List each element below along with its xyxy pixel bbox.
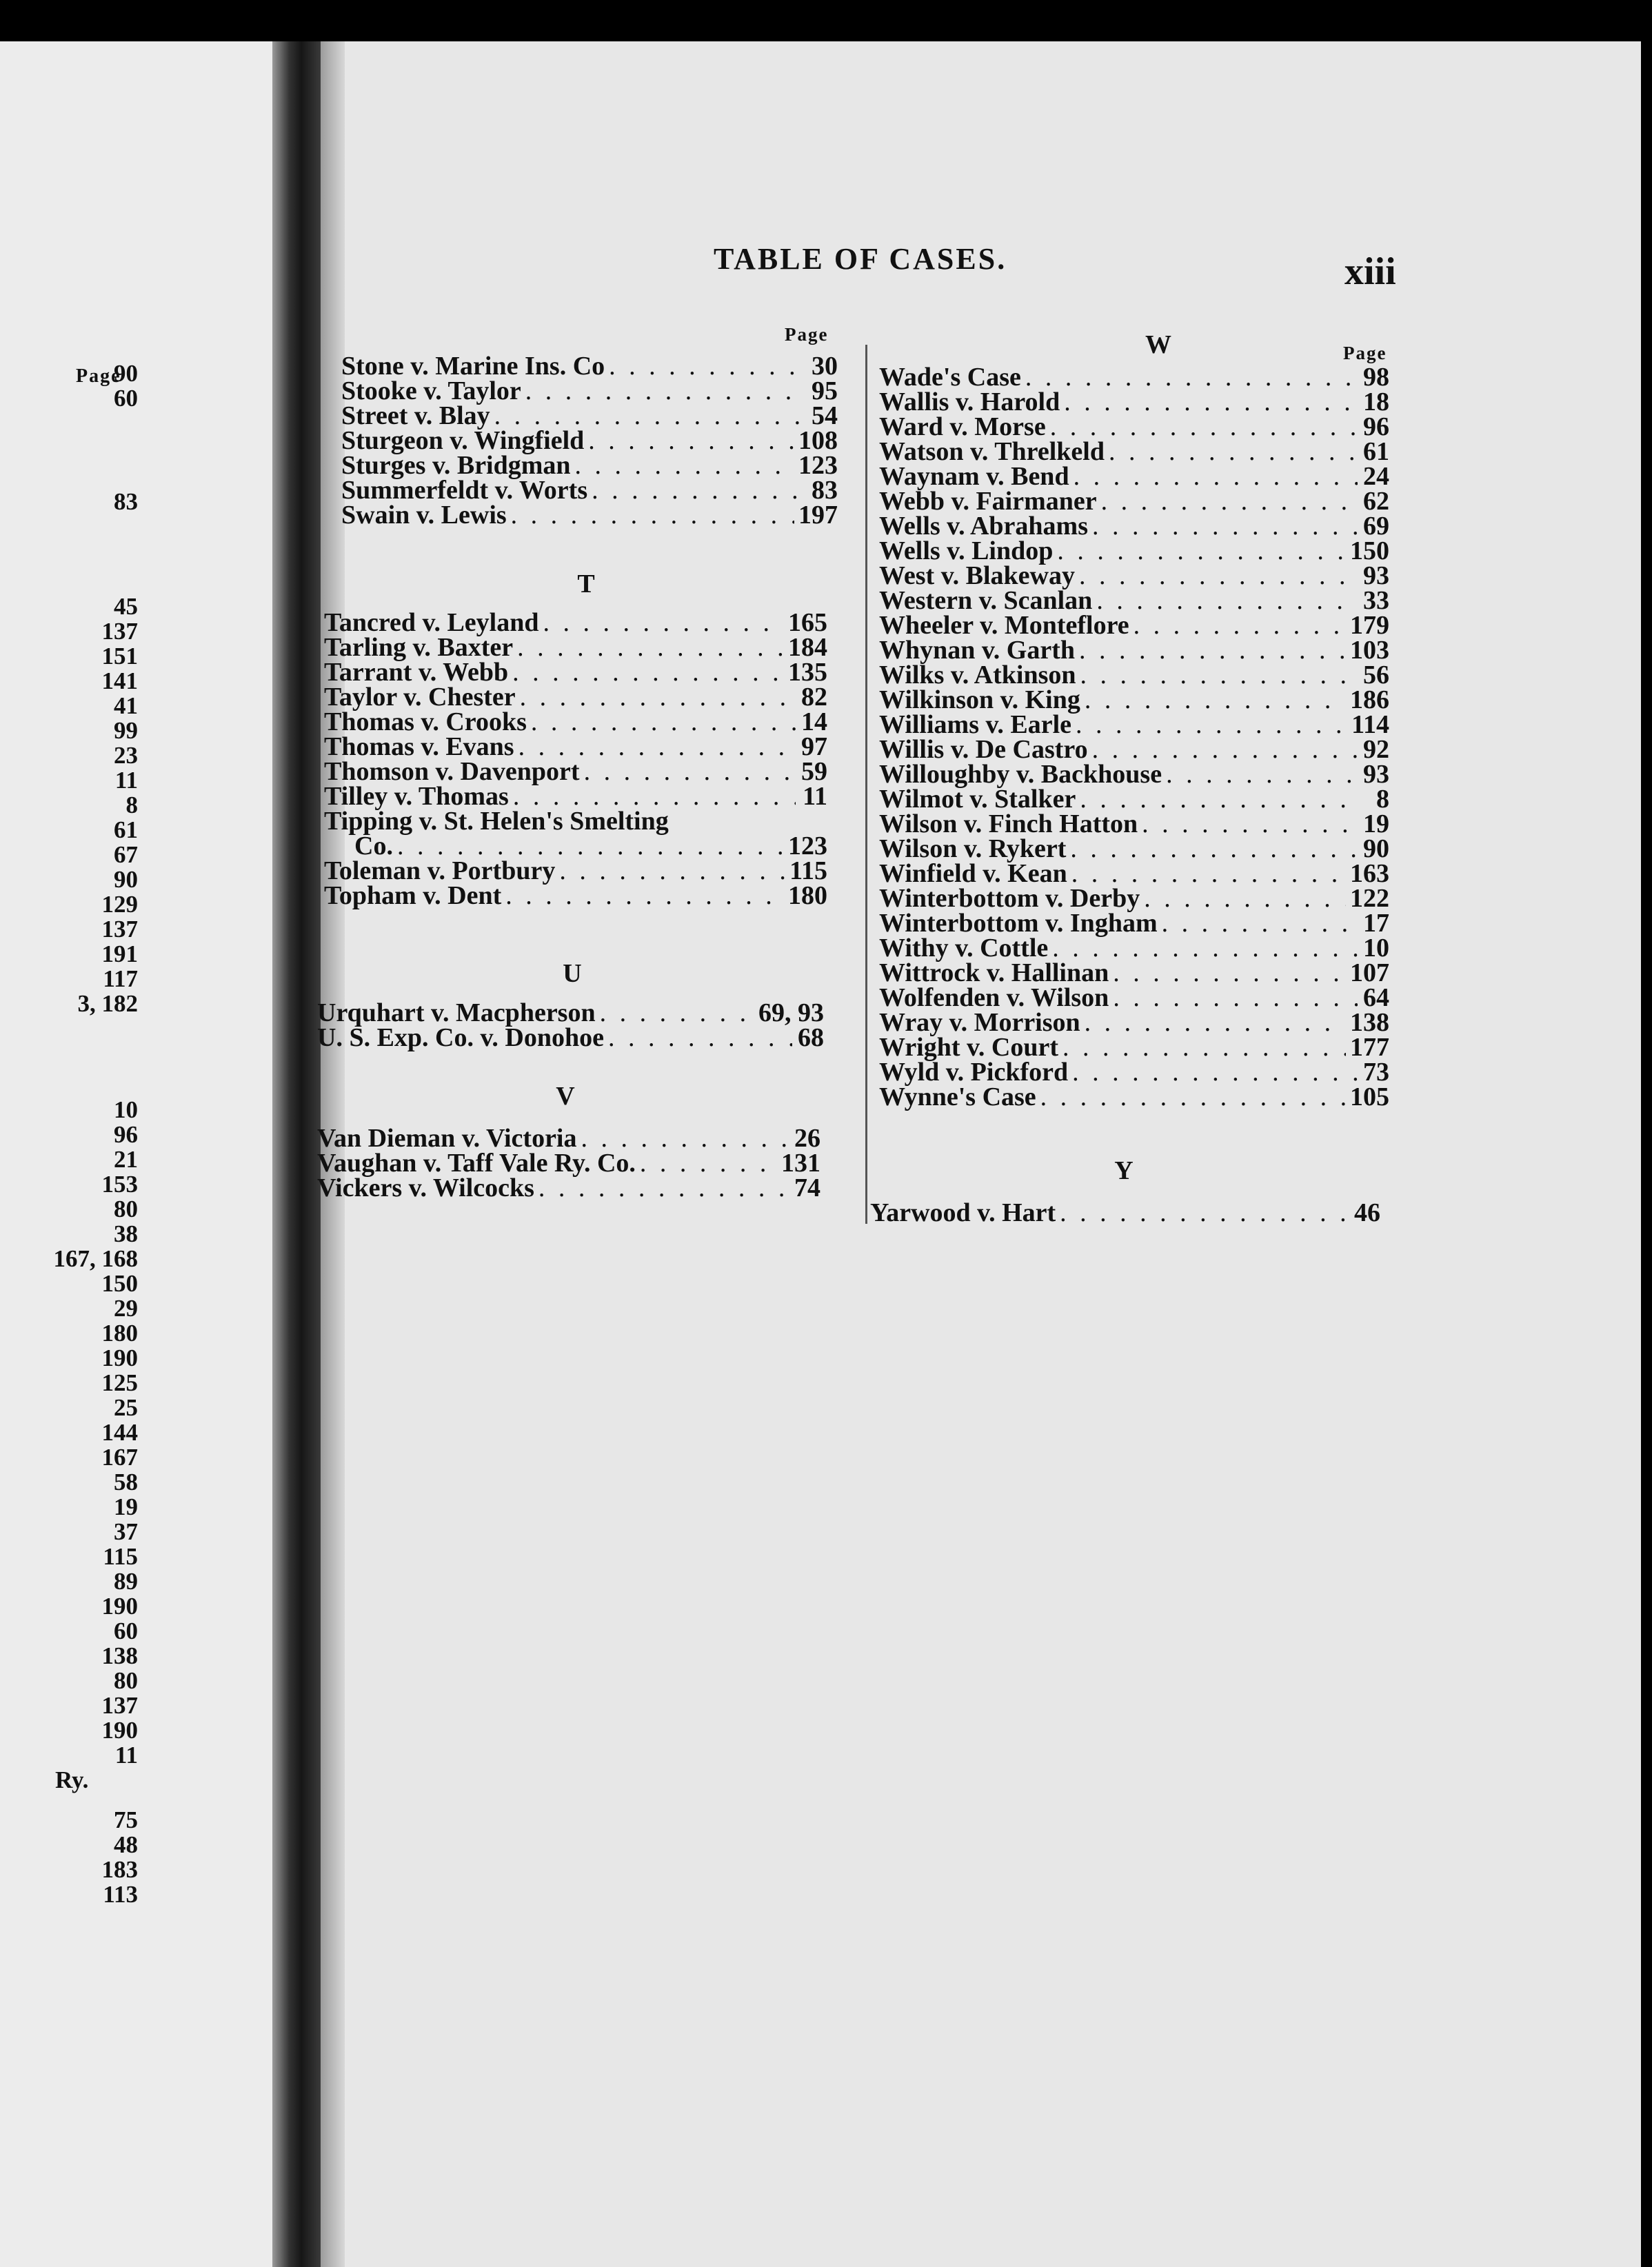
case-entry <box>879 1034 1389 1060</box>
case-name: Wittrock v. Hallinan <box>879 958 1109 987</box>
case-page: 138 <box>1350 1008 1389 1037</box>
left-fragment: 180 <box>101 1320 138 1347</box>
case-name: Wade's Case <box>879 363 1021 392</box>
page-column-header: Page <box>1343 343 1387 363</box>
dot-leader <box>1096 587 1358 614</box>
case-entry <box>317 1175 820 1201</box>
case-entry <box>879 836 1389 862</box>
dot-leader <box>1025 364 1358 390</box>
case-page: 8 <box>1376 785 1389 814</box>
left-fragment: 137 <box>101 916 138 943</box>
page-number: xiii <box>1344 250 1396 293</box>
case-entry <box>341 378 838 404</box>
case-entry <box>341 403 838 429</box>
case-page: 83 <box>812 476 838 505</box>
dot-leader <box>511 502 794 528</box>
case-name: Sturges v. Bridgman <box>341 451 571 480</box>
case-name: West v. Blakeway <box>879 561 1075 590</box>
case-page: 82 <box>801 683 827 712</box>
case-name: Wheeler v. Monteflore <box>879 611 1129 640</box>
case-name: Winfield v. Kean <box>879 859 1067 888</box>
case-entry <box>879 910 1389 936</box>
left-fragment: 45 <box>114 593 138 620</box>
case-entry <box>324 758 827 785</box>
dot-leader <box>1050 414 1358 440</box>
dot-leader <box>1062 1034 1346 1060</box>
case-page: 197 <box>798 501 838 530</box>
dot-leader <box>640 1150 777 1176</box>
case-name: Willis v. De Castro <box>879 735 1088 764</box>
case-entry <box>879 488 1389 514</box>
dot-leader <box>538 1175 789 1201</box>
case-page: 103 <box>1350 636 1389 665</box>
case-page: 115 <box>789 856 827 885</box>
case-entry <box>879 960 1389 986</box>
case-name: Wray v. Morrison <box>879 1008 1080 1037</box>
dot-leader <box>1092 736 1358 763</box>
dot-leader <box>559 858 785 884</box>
page-column-header: Page <box>785 324 829 345</box>
case-page: 135 <box>788 658 827 687</box>
case-page: 11 <box>803 782 827 811</box>
case-name: Wyld v. Pickford <box>879 1058 1069 1087</box>
case-entry <box>317 1000 824 1026</box>
case-entry <box>341 477 838 503</box>
dot-leader <box>397 833 784 859</box>
dot-leader <box>592 477 806 503</box>
dot-leader <box>581 1125 789 1151</box>
left-fragment: 190 <box>101 1344 138 1371</box>
case-entry <box>879 364 1389 390</box>
case-name: Wynne's Case <box>879 1082 1036 1111</box>
case-page: 98 <box>1363 363 1389 392</box>
case-entry <box>879 1009 1389 1036</box>
dot-leader <box>600 1000 754 1026</box>
left-fragment: 150 <box>101 1270 138 1297</box>
case-entry <box>879 860 1389 887</box>
dot-leader <box>1080 786 1358 812</box>
case-entry <box>879 1084 1389 1110</box>
dot-leader <box>543 609 784 636</box>
case-page: 56 <box>1363 661 1389 689</box>
case-page: 184 <box>788 633 827 662</box>
case-name: Tarling v. Baxter <box>324 633 514 662</box>
dot-leader <box>1113 985 1358 1011</box>
case-entry <box>879 414 1389 440</box>
case-page: 64 <box>1363 983 1389 1012</box>
case-name: Willoughby v. Backhouse <box>879 760 1162 789</box>
case-entry <box>879 563 1389 589</box>
left-fragment: 90 <box>114 866 138 893</box>
section-letter: V <box>556 1082 575 1111</box>
case-entry <box>324 634 827 661</box>
case-entry <box>879 538 1389 564</box>
case-page: 73 <box>1363 1058 1389 1087</box>
case-entry <box>324 709 827 735</box>
left-fragment: 117 <box>103 965 138 992</box>
book-gutter <box>272 41 321 2267</box>
case-entry <box>317 1025 824 1051</box>
left-fragment: 115 <box>103 1543 138 1570</box>
case-page: 24 <box>1363 462 1389 491</box>
case-name: Stone v. Marine Ins. Co <box>341 352 605 381</box>
case-name: Williams v. Earle <box>879 710 1072 739</box>
case-page: 97 <box>801 732 827 761</box>
case-page: 123 <box>798 451 838 480</box>
dot-leader <box>1072 1059 1358 1085</box>
dot-leader <box>1134 612 1346 638</box>
case-name: Wolfenden v. Wilson <box>879 983 1109 1012</box>
case-page: 108 <box>798 426 838 455</box>
case-page: 150 <box>1350 536 1389 565</box>
dot-leader <box>588 427 794 454</box>
case-name: Thomas v. Crooks <box>324 707 527 736</box>
case-page: 93 <box>1363 760 1389 789</box>
case-page: 180 <box>788 881 827 910</box>
left-fragment: 89 <box>114 1568 138 1595</box>
case-name: Wilmot v. Stalker <box>879 785 1076 814</box>
case-page: 18 <box>1363 387 1389 416</box>
case-page: 54 <box>812 401 838 430</box>
case-page: 26 <box>794 1124 820 1153</box>
case-entry <box>879 985 1389 1011</box>
left-fragment: 38 <box>114 1220 138 1247</box>
left-fragment: 37 <box>114 1518 138 1545</box>
case-name: Wilson v. Finch Hatton <box>879 809 1138 838</box>
case-entry <box>879 761 1389 787</box>
left-fragment: 83 <box>114 488 138 515</box>
case-name: Wilks v. Atkinson <box>879 661 1076 689</box>
dot-leader <box>1040 1084 1346 1110</box>
left-fragment: 113 <box>103 1881 138 1908</box>
case-entry <box>317 1125 820 1151</box>
left-fragment: 167 <box>101 1444 138 1471</box>
left-fragment: 61 <box>114 816 138 843</box>
dot-leader <box>1142 811 1358 837</box>
case-name: Tarrant v. Webb <box>324 658 509 687</box>
case-name: Summerfeldt v. Worts <box>341 476 588 505</box>
dot-leader <box>1166 761 1358 787</box>
case-name: Wells v. Lindop <box>879 536 1054 565</box>
case-name: Winterbottom v. Ingham <box>879 909 1158 938</box>
case-entry <box>879 712 1389 738</box>
case-name: Vickers v. Wilcocks <box>317 1173 534 1202</box>
dot-leader <box>1085 1009 1346 1036</box>
left-fragment: 67 <box>114 841 138 868</box>
case-entry <box>879 439 1389 465</box>
case-entry <box>324 659 827 685</box>
left-facing-page <box>0 41 272 2267</box>
left-fragment: 137 <box>101 1692 138 1719</box>
case-page: 62 <box>1363 487 1389 516</box>
dot-leader <box>505 883 784 909</box>
case-page: 93 <box>1363 561 1389 590</box>
case-name: Yarwood v. Hart <box>870 1198 1056 1227</box>
dot-leader <box>525 378 806 404</box>
case-entry <box>879 612 1389 638</box>
left-fragment: 138 <box>101 1642 138 1669</box>
left-fragment: 99 <box>114 717 138 744</box>
left-fragment: 60 <box>114 1618 138 1644</box>
case-name: Sturgeon v. Wingfield <box>341 426 585 455</box>
dot-leader <box>1070 836 1358 862</box>
dot-leader <box>1144 885 1346 911</box>
case-page: 30 <box>812 352 838 381</box>
case-page: 10 <box>1363 934 1389 963</box>
dot-leader <box>1064 389 1358 415</box>
section-letter: T <box>577 570 595 598</box>
case-page: 69 <box>1363 512 1389 541</box>
case-name: Wilson v. Rykert <box>879 834 1067 863</box>
case-entry <box>879 687 1389 713</box>
case-name: Taylor v. Chester <box>324 683 516 712</box>
case-name: Urquhart v. Macpherson <box>317 998 596 1027</box>
case-name: Wells v. Abrahams <box>879 512 1088 541</box>
left-fragment: 48 <box>114 1831 138 1858</box>
dot-leader <box>517 634 784 661</box>
case-name: Topham v. Dent <box>324 881 502 910</box>
left-fragment: 11 <box>114 767 138 794</box>
case-entry <box>324 684 827 710</box>
case-page: 46 <box>1354 1198 1380 1227</box>
left-fragment: 58 <box>114 1469 138 1495</box>
dot-leader <box>1052 935 1358 961</box>
case-entry <box>879 885 1389 911</box>
case-entry <box>879 662 1389 688</box>
case-entry <box>879 935 1389 961</box>
case-name: Withy v. Cottle <box>879 934 1049 963</box>
section-letter: Y <box>1114 1156 1134 1185</box>
case-name: Co. <box>354 832 393 860</box>
dot-leader <box>1076 712 1347 738</box>
case-name: Van Dieman v. Victoria <box>317 1124 577 1153</box>
case-name: Stooke v. Taylor <box>341 376 521 405</box>
left-fragment: 144 <box>101 1419 138 1446</box>
case-page: 123 <box>788 832 827 860</box>
dot-leader <box>1092 513 1358 539</box>
dot-leader <box>1079 637 1346 663</box>
case-entry <box>879 786 1389 812</box>
left-fragment: 80 <box>114 1196 138 1222</box>
dot-leader <box>1113 960 1346 986</box>
case-page: 131 <box>781 1149 820 1178</box>
dot-leader <box>1071 860 1346 887</box>
case-page: 95 <box>812 376 838 405</box>
dot-leader <box>1079 563 1358 589</box>
dot-leader <box>1109 439 1358 465</box>
left-page-column-header: Page <box>76 365 121 387</box>
case-page: 105 <box>1350 1082 1389 1111</box>
dot-leader <box>608 1025 792 1051</box>
left-fragment: 129 <box>101 891 138 918</box>
case-name: Western v. Scanlan <box>879 586 1093 615</box>
section-letter: W <box>1145 330 1171 359</box>
left-fragment: 141 <box>101 667 138 694</box>
case-name: Waynam v. Bend <box>879 462 1069 491</box>
left-fragment: 23 <box>114 742 138 769</box>
case-name: Webb v. Fairmaner <box>879 487 1097 516</box>
case-name: Wright v. Court <box>879 1033 1059 1062</box>
case-page: 14 <box>801 707 827 736</box>
case-name: Vaughan v. Taff Vale Ry. Co. <box>317 1149 636 1178</box>
case-page: 96 <box>1363 412 1389 441</box>
dot-leader <box>584 758 796 785</box>
case-name: Street v. Blay <box>341 401 490 430</box>
left-fragment: 25 <box>114 1394 138 1421</box>
dot-leader <box>494 403 806 429</box>
left-fragment: 190 <box>101 1717 138 1744</box>
case-name: U. S. Exp. Co. v. Donohoe <box>317 1023 604 1052</box>
case-entry <box>324 609 827 636</box>
case-entry <box>879 811 1389 837</box>
case-entry <box>341 452 838 478</box>
left-fragment: 191 <box>101 940 138 967</box>
case-page: 165 <box>788 608 827 637</box>
dot-leader <box>1085 687 1346 713</box>
left-fragment: 80 <box>114 1667 138 1694</box>
case-entry <box>879 587 1389 614</box>
case-name: Wallis v. Harold <box>879 387 1060 416</box>
case-entry <box>324 783 827 809</box>
left-fragment: Ry. <box>55 1766 89 1793</box>
case-page: 179 <box>1350 611 1389 640</box>
dot-leader <box>609 353 806 379</box>
case-entry <box>879 1059 1389 1085</box>
left-fragment: 125 <box>101 1369 138 1396</box>
case-entry <box>341 502 838 528</box>
case-entry <box>870 1200 1380 1226</box>
dot-leader <box>518 734 796 760</box>
case-name: Tilley v. Thomas <box>324 782 509 811</box>
case-entry <box>317 1150 820 1176</box>
case-entry <box>324 734 827 760</box>
dot-leader <box>1101 488 1358 514</box>
case-entry <box>879 736 1389 763</box>
dot-leader <box>513 783 796 809</box>
left-fragment: 75 <box>114 1806 138 1833</box>
left-fragment: 60 <box>114 385 138 412</box>
case-name: Tancred v. Leyland <box>324 608 539 637</box>
case-name: Tipping v. St. Helen's Smelting <box>324 807 669 836</box>
left-fragment: 3, 182 <box>77 990 138 1017</box>
case-entry <box>879 513 1389 539</box>
dot-leader <box>1162 910 1358 936</box>
case-name: Toleman v. Portbury <box>324 856 556 885</box>
left-fragment: 137 <box>101 618 138 645</box>
left-fragment: 183 <box>101 1856 138 1883</box>
case-name: Watson v. Threlkeld <box>879 437 1105 466</box>
case-entry <box>879 637 1389 663</box>
case-page: 163 <box>1350 859 1389 888</box>
left-fragment: 19 <box>114 1493 138 1520</box>
case-page: 107 <box>1350 958 1389 987</box>
left-fragment: 11 <box>114 1742 138 1769</box>
dot-leader <box>1057 538 1346 564</box>
case-page: 19 <box>1363 809 1389 838</box>
left-fragment: 21 <box>114 1146 138 1173</box>
dot-leader <box>512 659 784 685</box>
left-fragment: 41 <box>114 692 138 719</box>
case-page: 177 <box>1350 1033 1389 1062</box>
left-page-fragment-column <box>0 41 138 2041</box>
case-entry <box>879 389 1389 415</box>
case-entry <box>341 353 838 379</box>
case-name: Thomson v. Davenport <box>324 757 580 786</box>
left-fragment: 167, 168 <box>53 1245 138 1272</box>
dot-leader <box>1060 1200 1349 1226</box>
left-fragment: 8 <box>125 792 138 818</box>
case-name: Whynan v. Garth <box>879 636 1076 665</box>
case-name: Winterbottom v. Derby <box>879 884 1140 913</box>
case-name: Wilkinson v. King <box>879 685 1080 714</box>
case-name: Thomas v. Evans <box>324 732 514 761</box>
column-divider <box>865 345 867 1224</box>
case-page: 17 <box>1363 909 1389 938</box>
case-page: 186 <box>1350 685 1389 714</box>
dot-leader <box>575 452 794 478</box>
case-page: 90 <box>1363 834 1389 863</box>
running-head-title: TABLE OF CASES. <box>714 242 1007 276</box>
case-entry <box>879 463 1389 490</box>
dot-leader <box>1074 463 1358 490</box>
case-entry <box>324 808 827 834</box>
case-page: 74 <box>794 1173 820 1202</box>
case-page: 92 <box>1363 735 1389 764</box>
case-name: Ward v. Morse <box>879 412 1046 441</box>
case-page: 122 <box>1350 884 1389 913</box>
section-letter: U <box>563 959 582 988</box>
case-page: 69, 93 <box>758 998 824 1027</box>
case-page: 33 <box>1363 586 1389 615</box>
case-entry <box>341 427 838 454</box>
case-page: 114 <box>1351 710 1389 739</box>
dot-leader <box>531 709 796 735</box>
left-fragment: 151 <box>101 643 138 669</box>
left-fragment: 29 <box>114 1295 138 1322</box>
dot-leader <box>1080 662 1358 688</box>
left-fragment: 10 <box>114 1096 138 1123</box>
case-page: 68 <box>798 1023 824 1052</box>
left-fragment: 190 <box>101 1593 138 1620</box>
case-name: Swain v. Lewis <box>341 501 507 530</box>
case-page: 61 <box>1363 437 1389 466</box>
case-entry <box>324 883 827 909</box>
case-page: 59 <box>801 757 827 786</box>
dot-leader <box>520 684 796 710</box>
left-fragment: 153 <box>101 1171 138 1198</box>
left-fragment: 96 <box>114 1121 138 1148</box>
left-fragment: 90 <box>114 360 138 387</box>
case-entry-continuation <box>324 833 827 859</box>
case-entry <box>324 858 827 884</box>
